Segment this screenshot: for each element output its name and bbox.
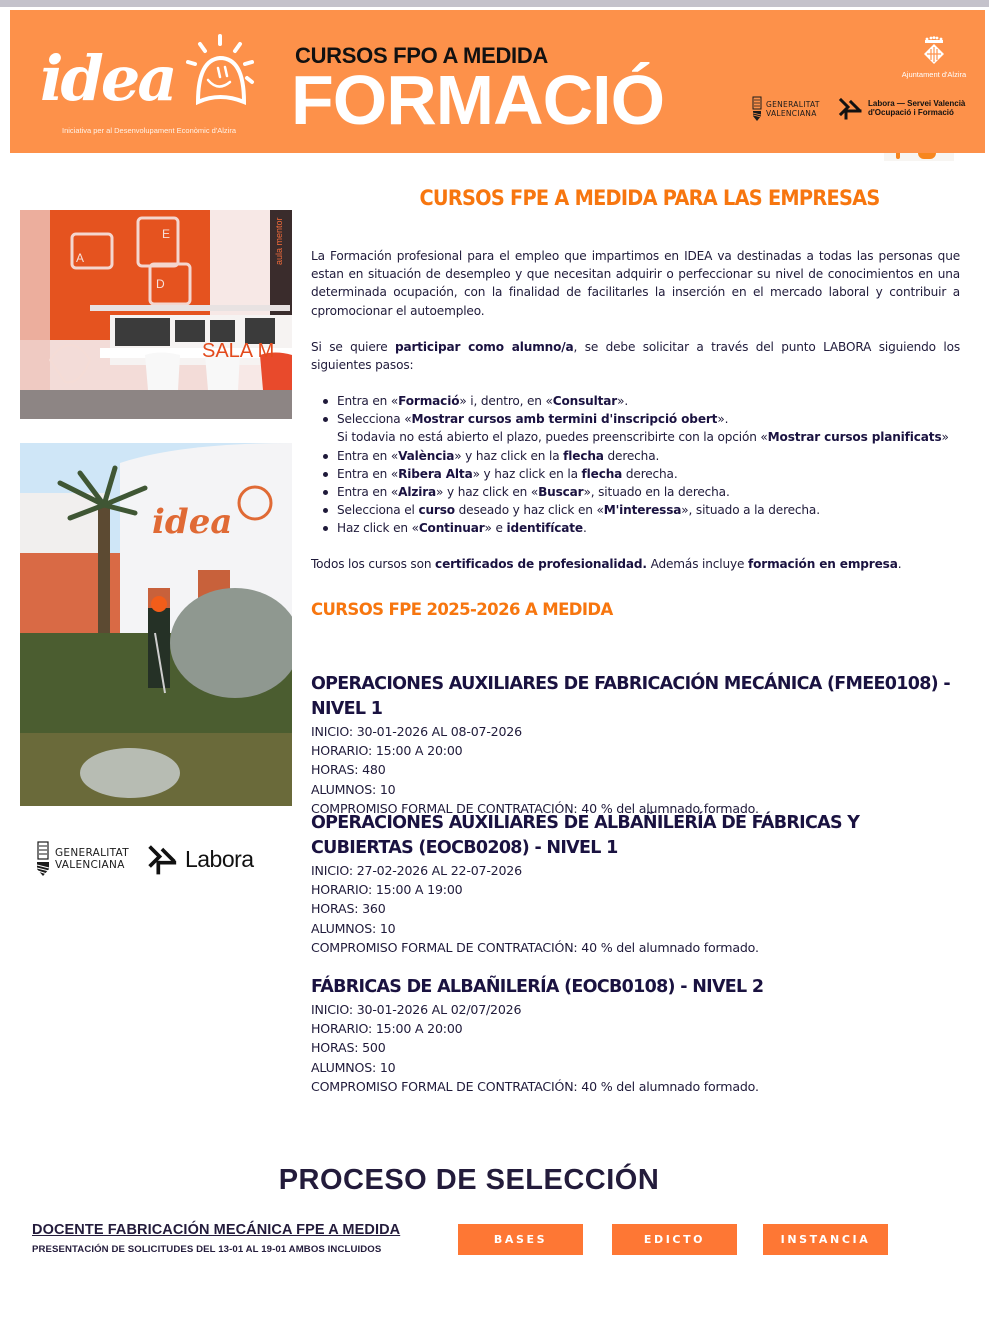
page-title: CURSOS FPE A MEDIDA PARA LAS EMPRESAS — [419, 186, 880, 210]
bases-button[interactable]: BASES — [458, 1224, 583, 1255]
step-item: Entra en «València» y haz click en la flecha derecha. — [311, 447, 960, 465]
course-horas: HORAS: 360 — [311, 901, 386, 917]
labora-line2: d'Ocupació i Formació — [868, 108, 954, 117]
course-card — [311, 811, 911, 957]
svg-text:D: D — [156, 277, 165, 291]
howto-bold: participar como alumno/a — [394, 340, 574, 354]
closing-paragraph: Todos los cursos son certificados de profesionalidad. Además incluye formación en empresa. — [311, 557, 902, 571]
generalitat-line1: GENERALITAT — [55, 847, 129, 859]
course-title: OPERACIONES AUXILIARES DE ALBAÑILERÍA DE FÁBRICAS Y CUBIERTAS (EOCB0208) - NIVEL 1 — [311, 813, 860, 858]
main-content — [311, 186, 960, 1094]
generalitat-crest-icon — [36, 841, 50, 877]
generalitat-line2: VALENCIANA — [55, 859, 125, 871]
course-horario: HORARIO: 15:00 A 19:00 — [311, 882, 463, 898]
idea-logo[interactable] — [40, 32, 255, 140]
step-item: Haz click en «Continuar» e identifícate. — [311, 519, 960, 537]
browser-top-bar — [0, 0, 989, 7]
steps-list — [311, 392, 960, 538]
course-compromiso: COMPROMISO FORMAL DE CONTRATACIÓN: 40 % del alumnado formado. — [311, 800, 759, 816]
svg-text:E: E — [162, 227, 171, 241]
step-item: Entra en «Ribera Alta» y haz click en la flecha derecha. — [311, 465, 960, 483]
course-inicio: INICIO: 30-01-2026 AL 08-07-2026 — [311, 724, 522, 739]
docente-fabricacion-link[interactable]: DOCENTE FABRICACIÓN MECÁNICA FPE A MEDIDA — [32, 1222, 401, 1238]
ajuntament-logo — [894, 36, 974, 79]
idea-logo-tagline: Iniciativa per al Desenvolupament Econòmic d'Alzira — [62, 126, 237, 135]
idea-logo-text: idea — [40, 42, 175, 115]
course-horario: HORARIO: 15:00 A 20:00 — [311, 743, 463, 759]
classroom-illustration — [20, 210, 292, 419]
generalitat-line2: VALENCIANA — [766, 109, 817, 118]
edicto-button[interactable]: EDICTO — [612, 1224, 737, 1255]
course-card — [311, 975, 971, 1096]
sun-icon — [180, 32, 260, 112]
selection-deadline-note: PRESENTACIÓN DE SOLICITUDES DEL 13-01 AL 19-01 AMBOS INCLUIDOS — [32, 1244, 382, 1255]
ajuntament-crest-icon — [921, 36, 947, 64]
funding-logos — [36, 836, 276, 882]
intro-paragraph: La Formación profesional para el empleo que impartimos en IDEA va destinadas a todas las personas que estan en situación de desempleo y que necesitan adquirir o perfeccionar su nivel de conocimientos en una determinada ocupación, con la finalidad de facilitarles la inserción en el mercado laboral y contribuir a cpromocionar el autoempleo. — [311, 249, 960, 318]
step-item: Entra en «Formació» i, dentro, en «Consultar». — [311, 392, 960, 410]
course-horas: HORAS: 500 — [311, 1040, 386, 1056]
generalitat-line1: GENERALITAT — [766, 100, 820, 109]
instancia-button[interactable]: INSTANCIA — [763, 1224, 888, 1255]
svg-text:idea: idea — [152, 502, 233, 542]
course-compromiso: COMPROMISO FORMAL DE CONTRATACIÓN: 40 % del alumnado formado. — [311, 1078, 759, 1094]
generalitat-logo-bottom — [36, 841, 129, 877]
banner-subtitle: CURSOS FPO A MEDIDA — [295, 43, 549, 68]
step-item: Selecciona el curso deseado y haz click en «M'interessa», situado a la derecha. — [311, 501, 960, 519]
photo-idea-building — [20, 443, 292, 806]
howto-pre: Si se quiere — [311, 340, 395, 354]
howto-paragraph — [311, 338, 960, 374]
course-horas: HORAS: 480 — [311, 762, 386, 778]
building-garden-illustration — [20, 443, 292, 806]
ajuntament-label: Ajuntament d'Alzira — [901, 70, 967, 79]
course-compromiso: COMPROMISO FORMAL DE CONTRATACIÓN: 40 % del alumnado formado. — [311, 939, 759, 955]
course-alumnos: ALUMNOS: 10 — [311, 781, 396, 797]
photo-aula-mentor — [20, 210, 292, 419]
banner-title: FORMACIÓ — [291, 61, 665, 139]
course-alumnos: ALUMNOS: 10 — [311, 920, 396, 936]
labora-logo — [838, 96, 965, 120]
course-card — [311, 672, 971, 818]
header-banner — [10, 10, 985, 153]
svg-text:SALA M: SALA M — [202, 340, 275, 362]
course-title: FÁBRICAS DE ALBAÑILERÍA (EOCB0108) - NIVEL 2 — [311, 977, 764, 997]
step-item: Selecciona «Mostrar cursos amb termini d'inscripció obert». Si todavia no está abierto el plazo, puedes preenscribirte con la opción «Mostrar cursos planificats» — [311, 410, 960, 446]
labora-line1: Labora — Servei Valencià — [868, 99, 966, 108]
selection-title: PROCESO DE SELECCIÓN — [278, 1164, 660, 1196]
howto-post: , se debe solicitar a través del punto LABORA siguiendo los siguientes pasos: — [311, 340, 960, 373]
step-item: Entra en «Alzira» y haz click en «Buscar», situado en la derecha. — [311, 483, 960, 501]
labora-symbol-icon — [147, 843, 177, 875]
banner-overflow-fragment — [884, 153, 954, 161]
course-title: OPERACIONES AUXILIARES DE FABRICACIÓN MECÁNICA (FMEE0108) - NIVEL 1 — [311, 674, 950, 719]
svg-text:A: A — [76, 251, 85, 265]
labora-logo-bottom — [147, 843, 254, 875]
labora-wordmark: Labora — [184, 845, 254, 872]
course-inicio: INICIO: 30-01-2026 AL 02/07/2026 — [311, 1002, 522, 1017]
courses-section-title: CURSOS FPE 2025-2026 A MEDIDA — [311, 600, 613, 619]
course-inicio: INICIO: 27-02-2026 AL 22-07-2026 — [311, 863, 522, 878]
generalitat-logo — [752, 96, 820, 122]
svg-text:aula mentor: aula mentor — [274, 217, 284, 265]
course-horario: HORARIO: 15:00 A 20:00 — [311, 1021, 463, 1037]
course-alumnos: ALUMNOS: 10 — [311, 1059, 396, 1075]
labora-symbol-icon — [838, 96, 862, 120]
generalitat-crest-icon — [752, 96, 762, 122]
